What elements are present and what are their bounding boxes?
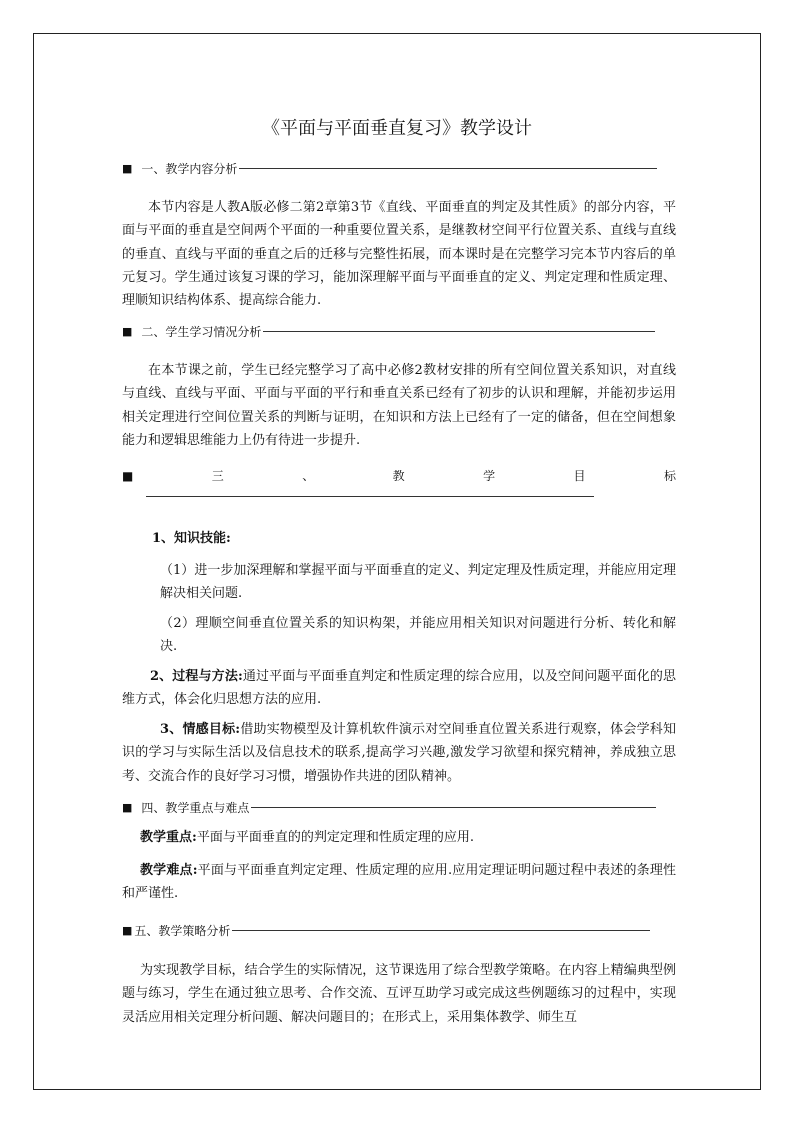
section-heading-objectives [122, 467, 676, 485]
section-heading-content-analysis [122, 159, 657, 177]
square-bullet-icon: ■ [122, 800, 133, 814]
content-analysis-paragraph: 本节内容是人教A版必修二第2章第3节《直线、平面垂直的判定及其性质》的部分内容，平面与平面的垂直是空间两个平面的一种重要位置关系，是继教材空间平行位置关系、直线与直线的垂直、直线与平面的垂直之后的迁移与完整性拓展，而本课时是在完整学习完本节内容后的单元复习。学生通过该复习课的学习，能加深理解平面与平面垂直的定义、判定定理和性质定理、理顺知识结构体系、提高综合能力. [122, 200, 676, 309]
objective-item-1: （1）进一步加深理解和掌握平面与平面垂直的定义、判定定理及性质定理，并能应用定理解决相关问题. [160, 563, 676, 602]
teaching-focus [140, 826, 676, 849]
emotion-goal-label: 3、情感目标: [160, 722, 241, 737]
knowledge-skills-label: 1、知识技能: [152, 531, 231, 546]
teaching-focus-label: 教学重点: [140, 830, 197, 845]
heading-char: 目 [573, 469, 586, 483]
section-title: 二、学生学习情况分析 [141, 324, 262, 339]
square-bullet-icon: ■ [122, 923, 133, 937]
heading-char: 学 [483, 469, 496, 483]
heading-char: 标 [663, 469, 676, 483]
process-method-text: 通过平面与平面垂直判定和性质定理的综合应用，以及空间问题平面化的思维方式，体会化归思想方法的应用. [122, 669, 676, 708]
teaching-focus-text: 平面与平面垂直的的判定定理和性质定理的应用. [196, 830, 474, 845]
section-divider [239, 168, 657, 169]
heading-char: 、 [302, 469, 315, 483]
section-title: 五、教学策略分析 [134, 923, 231, 938]
square-bullet-icon: ■ [122, 161, 133, 175]
strategy-paragraph: 为实现教学目标，结合学生的实际情况，这节课选用了综合型教学策略。在内容上精编典型例题与练习，学生在通过独立思考、合作交流、互评互助学习或完成这些例题练习的过程中，实现灵活应用相关定理分析问题、解决问题目的；在形式上，采用集体教学、师生互 [122, 963, 676, 1025]
section-divider [146, 496, 594, 497]
section-heading-student-analysis [122, 322, 655, 340]
teaching-difficulty [122, 859, 676, 906]
square-bullet-icon: ■ [122, 469, 134, 483]
section-heading-strategy [122, 921, 650, 939]
section-divider [263, 331, 655, 332]
teaching-difficulty-label: 教学难点: [140, 863, 198, 878]
teaching-difficulty-text: 平面与平面垂直判定定理、性质定理的应用.应用定理证明问题过程中表述的条理性和严谨性. [122, 863, 676, 902]
document-title: 《平面与平面垂直复习》教学设计 [262, 118, 532, 139]
student-analysis-paragraph: 在本节课之前，学生已经完整学习了高中必修2教材安排的所有空间位置关系知识，对直线与直线、直线与平面、平面与平面的平行和垂直关系已经有了初步的认识和理解，并能初步运用相关定理进行空间位置关系的判断与证明，在知识和方法上已经有了一定的储备，但在空间想象能力和逻辑思维能力上仍有待进一步提升. [122, 363, 676, 448]
emotion-goal-text: 借助实物模型及计算机软件演示对空间垂直位置关系进行观察，体会学科知识的学习与实际生活以及信息技术的联系,提高学习兴趣,激发学习欲望和探究精神，养成独立思考、交流合作的良好学习习惯，增强协作共进的团队精神。 [122, 722, 676, 784]
section-title: 四、教学重点与难点 [141, 800, 250, 815]
section-divider [232, 930, 650, 931]
section-title: 一、教学内容分析 [141, 161, 238, 176]
square-bullet-icon: ■ [122, 324, 133, 338]
process-method-paragraph [122, 665, 676, 712]
emotion-goal-paragraph [122, 718, 676, 788]
process-method-label: 2、过程与方法: [150, 669, 243, 684]
objective-item-2: （2）理顺空间垂直位置关系的知识构架，并能应用相关知识对问题进行分析、转化和解决. [160, 616, 676, 655]
heading-char: 教 [392, 469, 405, 483]
section-heading-key-points [122, 798, 656, 816]
heading-char: 三 [211, 469, 224, 483]
section-divider [251, 807, 656, 808]
